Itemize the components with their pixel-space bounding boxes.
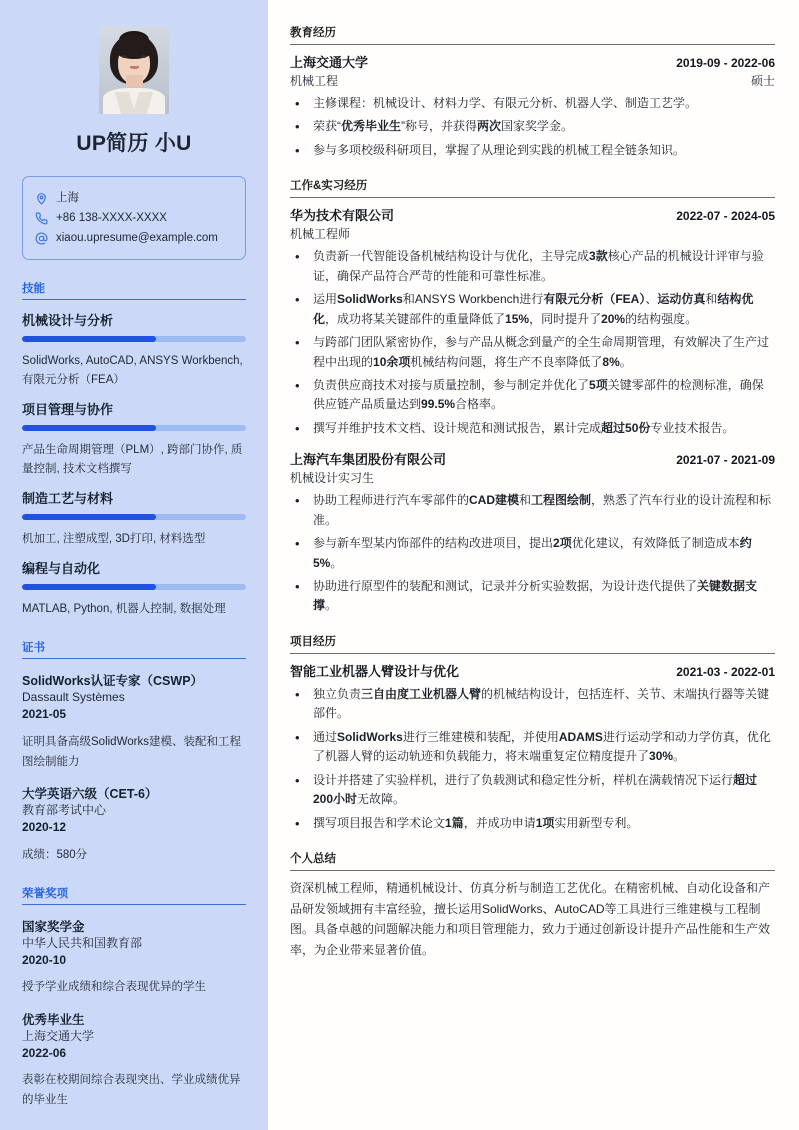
- photo-eye-left: [122, 55, 127, 58]
- work-title-row: [290, 205, 775, 224]
- contact-phone-text: +86 138-XXXX-XXXX: [56, 212, 167, 225]
- project-date: 2021-03 - 2022-01: [676, 664, 775, 679]
- project-title: 智能工业机器人臂设计与优化: [290, 663, 460, 679]
- skill-items: MATLAB, Python, 机器人控制, 数据处理: [22, 603, 226, 616]
- skill-level-bar: [22, 514, 246, 520]
- work-company: 华为技术有限公司: [290, 208, 395, 224]
- photo-fringe: [115, 42, 153, 59]
- certificates-heading: 证书: [22, 639, 246, 659]
- skills-section: [22, 280, 246, 618]
- skill-item: [22, 310, 246, 389]
- certificate-date: 2021-05: [22, 707, 67, 722]
- bullet-item: • 通过SolidWorks进行三维建模和装配，并使用ADAMS进行运动学和动力学仿真，优化了机器人臂的运动轨迹和负载能力，将末端重复定位精度提升了30%。: [290, 728, 775, 767]
- bullet-item: • 荣获“优秀毕业生”称号，并获得两次国家奖学金。: [290, 117, 775, 136]
- award-desc: 表彰在校期间综合表现突出、学业成绩优异的毕业生: [22, 1074, 241, 1107]
- education-major: 机械工程: [290, 74, 339, 88]
- certificates-list: [22, 671, 246, 865]
- bullet-item: • 协助工程师进行汽车零部件的CAD建模和工程图绘制，熟悉了汽车行业的设计流程和标准。: [290, 491, 775, 530]
- bullet-item: • 参与多项校级科研项目，掌握了从理论到实践的机械工程全链条知识。: [290, 141, 775, 160]
- awards-section: [22, 885, 246, 1111]
- certificate-org: 教育部考试中心: [22, 802, 107, 817]
- contact-email-text: xiaou.upresume@example.com: [56, 232, 218, 245]
- work-role: 机械设计实习生: [290, 471, 375, 486]
- awards-list: [22, 917, 246, 1111]
- work-date: 2021-07 - 2021-09: [676, 453, 775, 468]
- contact-email: [35, 228, 233, 248]
- certificate-org: Dassault Systèmes: [22, 689, 125, 704]
- work-section: [290, 177, 775, 616]
- work-role: 机械工程师: [290, 227, 351, 242]
- education-heading: 教育经历: [290, 24, 775, 45]
- skill-items: SolidWorks, AutoCAD, ANSYS Workbench, 有限元分析（FEA）: [22, 355, 243, 386]
- contact-location-text: 上海: [56, 192, 79, 204]
- photo-container: [22, 26, 246, 114]
- projects-list: [290, 661, 775, 833]
- project-entry: [290, 661, 775, 833]
- bullet-item: • 协助进行原型件的装配和测试，记录并分析实验数据，为设计迭代提供了关键数据支撑。: [290, 577, 775, 616]
- projects-heading: 项目经历: [290, 633, 775, 654]
- skill-item: [22, 488, 246, 548]
- summary-text: 资深机械工程师，精通机械设计、仿真分析与制造工艺优化。在精密机械、自动化设备和产品研发领域拥有丰富经验，擅长运用SolidWorks、AutoCAD等工具进行三维建模与工程制图。具备卓越的问题解决能力和项目管理能力，致力于通过创新设计提升产品性能和生产效率，为企业带来显著价值。: [290, 880, 771, 957]
- education-entry: [290, 52, 775, 160]
- education-date: 2019-09 - 2022-06: [676, 56, 775, 70]
- work-bullets: [290, 247, 775, 438]
- skill-items: 机加工, 注塑成型, 3D打印, 材料选型: [22, 532, 206, 545]
- photo-eye-right: [141, 55, 146, 58]
- photo-neck: [126, 75, 143, 87]
- contact-phone: [35, 208, 233, 228]
- work-list: [290, 205, 775, 616]
- bullet-item: • 撰写并维护技术文档、设计规范和测试报告，累计完成超过50份专业技术报告。: [290, 419, 775, 438]
- at-sign-icon: [35, 232, 48, 245]
- project-title-row: [290, 661, 775, 680]
- skills-list: [22, 310, 246, 618]
- award-org: 中华人民共和国教育部: [22, 935, 143, 950]
- certificate-date: 2020-12: [22, 820, 67, 835]
- work-bullets: [290, 491, 775, 616]
- certificate-desc: 成绩：580分: [22, 848, 88, 861]
- sidebar: [0, 0, 268, 1130]
- location-pin-icon: [35, 192, 48, 205]
- skill-name: 制造工艺与材料: [22, 490, 114, 506]
- projects-section: [290, 633, 775, 833]
- skill-name: 机械设计与分析: [22, 313, 114, 329]
- award-date: 2022-06: [22, 1045, 67, 1060]
- work-heading: 工作&实习经历: [290, 177, 775, 198]
- award-title: 优秀毕业生: [22, 1012, 85, 1027]
- skill-name: 项目管理与协作: [22, 402, 114, 418]
- skill-items: 产品生命周期管理（PLM）, 跨部门协作, 质量控制, 技术文档撰写: [22, 444, 243, 475]
- skill-level-bar: [22, 336, 246, 342]
- skill-level-bar: [22, 584, 246, 590]
- bullet-item: • 负责供应商技术对接与质量控制，参与制定并优化了5项关键零部件的检测标准，确保供应链产品质量达到99.5%合格率。: [290, 376, 775, 415]
- certificate-desc: 证明具备高级SolidWorks建模、装配和工程图绘制能力: [22, 735, 241, 768]
- education-bullets: [290, 94, 775, 160]
- certificate-item: [22, 784, 246, 865]
- award-date: 2020-10: [22, 953, 67, 968]
- summary-section: [290, 850, 775, 961]
- contact-box: [22, 176, 246, 260]
- education-school: 上海交通大学: [290, 55, 369, 70]
- project-bullets: [290, 685, 775, 833]
- skill-level-bar: [22, 425, 246, 431]
- education-degree: 硕士: [750, 74, 775, 88]
- contact-location: [35, 188, 233, 208]
- work-title-row: [290, 449, 775, 468]
- main-content: [268, 0, 799, 1130]
- certificate-title: SolidWorks认证专家（CSWP）: [22, 673, 204, 688]
- awards-heading: 荣誉奖项: [22, 885, 246, 905]
- bullet-item: • 主修课程：机械设计、材料力学、有限元分析、机器人学、制造工艺学。: [290, 94, 775, 113]
- phone-icon: [35, 212, 48, 225]
- education-title-row: [290, 52, 775, 71]
- skill-item: [22, 399, 246, 478]
- certificate-title: 大学英语六级（CET-6）: [22, 786, 158, 801]
- award-item: [22, 917, 246, 998]
- award-org: 上海交通大学: [22, 1028, 95, 1043]
- summary-heading: 个人总结: [290, 850, 775, 871]
- bullet-item: • 撰写项目报告和学术论文1篇，并成功申请1项实用新型专利。: [290, 814, 775, 833]
- skill-item: [22, 558, 246, 618]
- profile-photo: [99, 26, 169, 114]
- education-section: [290, 24, 775, 160]
- bullet-item: • 参与新车型某内饰部件的结构改进项目，提出2项优化建议，有效降低了制造成本约5%。: [290, 534, 775, 573]
- award-item: [22, 1010, 246, 1111]
- bullet-item: • 设计并搭建了实验样机，进行了负载测试和稳定性分析，样机在满载情况下运行超过200小时无故障。: [290, 771, 775, 810]
- work-company: 上海汽车集团股份有限公司: [290, 452, 447, 468]
- certificate-item: [22, 671, 246, 772]
- education-sub-row: [290, 71, 775, 89]
- bullet-item: • 独立负责三自由度工业机器人臂的机械结构设计，包括连杆、关节、末端执行器等关键部件。: [290, 685, 775, 724]
- candidate-name: UP简历 小U: [76, 132, 192, 155]
- bullet-item: • 与跨部门团队紧密协作，参与产品从概念到量产的全生命周期管理，有效解决了生产过程中出现的10余项机械结构问题，将生产不良率降低了8%。: [290, 333, 775, 372]
- skill-name: 编程与自动化: [22, 561, 101, 577]
- work-date: 2022-07 - 2024-05: [676, 209, 775, 224]
- work-entry: [290, 449, 775, 616]
- bullet-item: • 负责新一代智能设备机械结构设计与优化，主导完成3款核心产品的机械设计评审与验证，确保产品符合严苛的性能和可靠性标准。: [290, 247, 775, 286]
- certificates-section: [22, 639, 246, 865]
- bullet-item: • 运用SolidWorks和ANSYS Workbench进行有限元分析（FEA）、运动仿真和结构优化，成功将某关键部件的重量降低了15%，同时提升了20%的结构强度。: [290, 290, 775, 329]
- skills-heading: 技能: [22, 280, 246, 300]
- work-entry: [290, 205, 775, 438]
- award-desc: 授予学业成绩和综合表现优异的学生: [22, 981, 206, 994]
- award-title: 国家奖学金: [22, 919, 85, 934]
